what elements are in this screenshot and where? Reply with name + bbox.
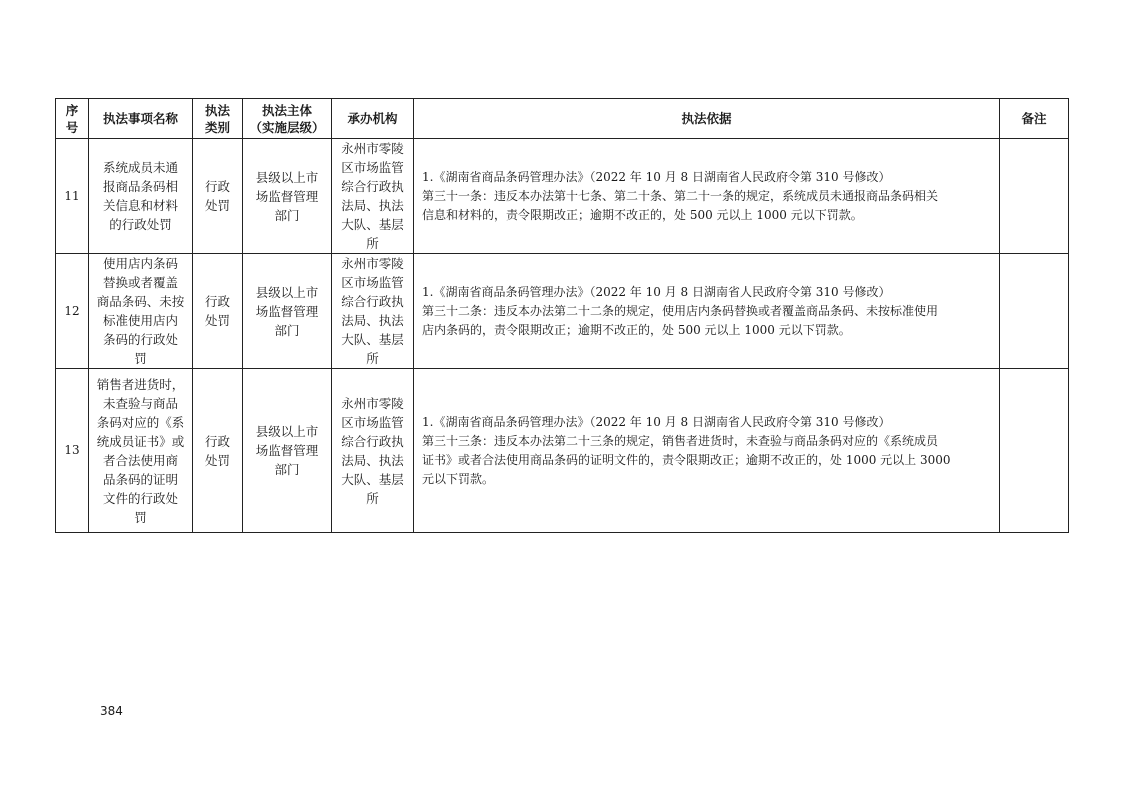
table-row [56, 254, 1069, 369]
header-no: 序 号 [56, 99, 89, 139]
legal-basis: 1.《湖南省商品条码管理办法》（2022 年 10 月 8 日湖南省人民政府令第 310 号修改） 第三十一条：违反本办法第十七条、第二十条、第二十一条的规定，系统成员未通报商品条码相关 信息和材料的，责令限期改正；逾期不改正的，处 500 元以上 1000 元以下罚款。 [414, 139, 1000, 254]
enforcement-items-table [55, 98, 1069, 533]
header-subject: 执法主体 （实施层级） [243, 99, 332, 139]
header-basis: 执法依据 [414, 99, 1000, 139]
enforcement-subject: 县级以上市 场监督管理 部门 [243, 369, 332, 533]
item-name: 使用店内条码 替换或者覆盖 商品条码、未按 标准使用店内 条码的行政处 罚 [89, 254, 193, 369]
handling-agency: 永州市零陵 区市场监管 综合行政执 法局、执法 大队、基层 所 [332, 139, 414, 254]
header-category: 执法 类别 [193, 99, 243, 139]
remark [1000, 254, 1069, 369]
header-remark: 备注 [1000, 99, 1069, 139]
row-number: 12 [56, 254, 89, 369]
table-row [56, 139, 1069, 254]
table-header-row [56, 99, 1069, 139]
page-number: 384 [100, 704, 123, 718]
enforcement-category: 行政 处罚 [193, 369, 243, 533]
legal-basis: 1.《湖南省商品条码管理办法》（2022 年 10 月 8 日湖南省人民政府令第 310 号修改） 第三十二条：违反本办法第二十二条的规定，使用店内条码替换或者覆盖商品条码、未按标准使用 店内条码的，责令限期改正；逾期不改正的，处 500 元以上 1000 元以下罚款。 [414, 254, 1000, 369]
handling-agency: 永州市零陵 区市场监管 综合行政执 法局、执法 大队、基层 所 [332, 369, 414, 533]
enforcement-category: 行政 处罚 [193, 139, 243, 254]
table-row [56, 369, 1069, 533]
remark [1000, 139, 1069, 254]
item-name: 系统成员未通 报商品条码相 关信息和材料 的行政处罚 [89, 139, 193, 254]
handling-agency: 永州市零陵 区市场监管 综合行政执 法局、执法 大队、基层 所 [332, 254, 414, 369]
legal-basis: 1.《湖南省商品条码管理办法》（2022 年 10 月 8 日湖南省人民政府令第 310 号修改） 第三十三条：违反本办法第二十三条的规定，销售者进货时，未查验与商品条码对应的《系统成员 证书》或者合法使用商品条码的证明文件的，责令限期改正；逾期不改正的，处 1000 元以上 3000 元以下罚款。 [414, 369, 1000, 533]
enforcement-subject: 县级以上市 场监督管理 部门 [243, 139, 332, 254]
header-agency: 承办机构 [332, 99, 414, 139]
header-name: 执法事项名称 [89, 99, 193, 139]
remark [1000, 369, 1069, 533]
enforcement-category: 行政 处罚 [193, 254, 243, 369]
row-number: 13 [56, 369, 89, 533]
enforcement-subject: 县级以上市 场监督管理 部门 [243, 254, 332, 369]
row-number: 11 [56, 139, 89, 254]
item-name: 销售者进货时， 未查验与商品 条码对应的《系 统成员证书》或 者合法使用商 品条码的证明 文件的行政处 罚 [89, 369, 193, 533]
